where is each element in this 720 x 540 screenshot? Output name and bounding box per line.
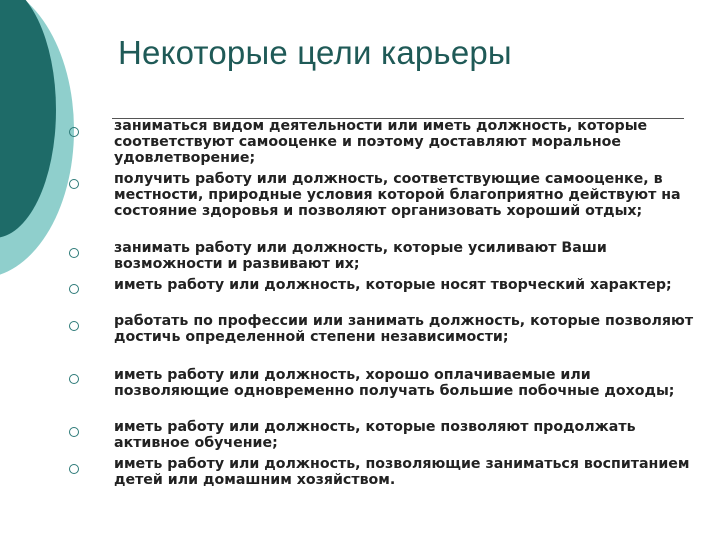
hollow-circle-icon	[69, 248, 79, 258]
slide-title: Некоторые цели карьеры	[118, 34, 512, 71]
list-item: иметь работу или должность, позволяющие заниматься воспитанием детей или домашним хозяйством.	[114, 456, 690, 488]
hollow-circle-icon	[69, 427, 79, 437]
hollow-circle-icon	[69, 284, 79, 294]
hollow-circle-icon	[69, 321, 79, 331]
hollow-circle-icon	[69, 464, 79, 474]
hollow-circle-icon	[69, 179, 79, 189]
hollow-circle-icon	[69, 374, 79, 384]
list-item: иметь работу или должность, которые позволяют продолжать активное обучение;	[114, 419, 636, 451]
list-item: получить работу или должность, соответствующие самооценке, в местности, природные условия которой благоприятно действуют на состояние здоровья и позволяют организовать хороший отдых;	[114, 171, 681, 219]
list-item: работать по профессии или занимать должность, которые позволяют достичь определенной степени независимости;	[114, 313, 694, 345]
list-item: иметь работу или должность, хорошо оплачиваемые или позволяющие одновременно получать большие побочные доходы;	[114, 367, 675, 399]
list-item: заниматься видом деятельности или иметь должность, которые соответствуют самооценке и поэтому доставляют моральное удовлетворение;	[114, 118, 648, 166]
hollow-circle-icon	[69, 127, 79, 137]
list-item: занимать работу или должность, которые усиливают Ваши возможности и развивают их;	[114, 240, 607, 272]
list-item: иметь работу или должность, которые носят творческий характер;	[114, 277, 672, 293]
